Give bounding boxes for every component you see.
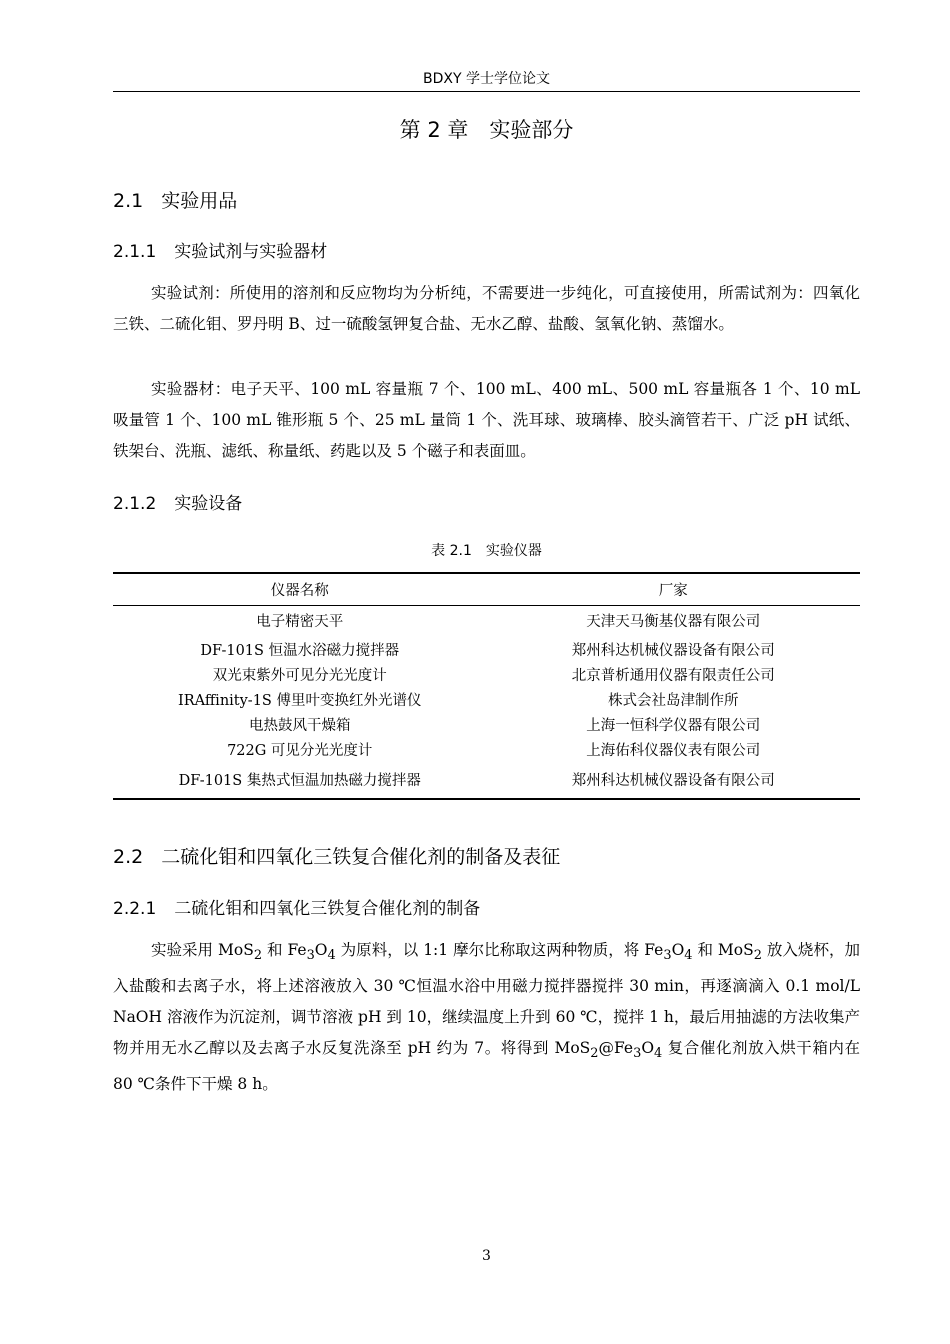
section-title: 二硫化钼和四氧化三铁复合催化剂的制备 bbox=[174, 899, 481, 919]
table-cell-manufacturer: 上海一恒科学仪器有限公司 bbox=[586, 718, 761, 734]
table-cell-manufacturer: 天津天马衡基仪器有限公司 bbox=[586, 614, 761, 630]
running-header: BDXY 学士学位论文 bbox=[423, 71, 550, 87]
page-number: 3 bbox=[482, 1248, 491, 1264]
paragraph-equipment: 实验器材：电子天平、100 mL 容量瓶 7 个、100 mL、400 mL、500 mL 容量瓶各 1 个、10 mL 吸量管 1 个、100 mL 锥形瓶 5 个、25 mL 量筒 1 个、洗耳球、玻璃棒、胶头滴管若干、广泛 pH 试纸、铁架台、洗瓶、滤纸、称量纸、药匙以及 5 个磁子和表面皿。 bbox=[113, 380, 860, 460]
subsection-heading-2-1-1 bbox=[113, 240, 327, 264]
table-row bbox=[113, 689, 860, 714]
table-header-cell: 厂家 bbox=[487, 573, 861, 606]
table-cell-instrument: 722G 可见分光光度计 bbox=[227, 743, 373, 759]
section-heading-2-2 bbox=[113, 844, 560, 870]
table-row bbox=[113, 714, 860, 739]
section-heading-2-1 bbox=[113, 188, 237, 214]
chapter-title: 第 2 章 实验部分 bbox=[399, 118, 574, 142]
subsection-heading-2-2-1 bbox=[113, 897, 480, 921]
table-header-row bbox=[113, 573, 860, 606]
paragraph-preparation: 实验采用 MoS$_2$ 和 $Fe_3O_4$ 为原料，以 1:1 摩尔比称取这两种物质，将 $Fe_3O_4$ 和 MoS$_2$ 放入烧杯，加入盐酸和去离子水，将上述溶液放入 30 ℃恒温水浴中用磁力搅拌器搅拌 30 min，再逐滴滴入 0.1 mol/L NaOH 溶液作为沉淀剂，调节溶液 pH 到 10，继续温度上升到 60 ℃，搅拌 1 h，最后用抽滤的方法收集产物并用无水乙醇以及去离子水反复洗涤至 pH 约为 7。将得到 $MoS_2@Fe_3O_4$ 复合催化剂放入烘干箱内在 80 ℃条件下干燥 8 h。 bbox=[113, 941, 876, 1094]
table-cell-instrument: 双光束紫外可见分光光度计 bbox=[212, 668, 387, 684]
section-number: 2.1.1 bbox=[113, 242, 157, 262]
table-row bbox=[113, 639, 860, 664]
section-number: 2.2 bbox=[113, 846, 144, 868]
table-caption: 表 2.1 实验仪器 bbox=[431, 543, 542, 559]
table-cell-instrument: DF-101S 恒温水浴磁力搅拌器 bbox=[200, 643, 400, 659]
section-number: 2.2.1 bbox=[113, 899, 157, 919]
table-row bbox=[113, 606, 860, 640]
table-cell-manufacturer: 株式会社岛津制作所 bbox=[608, 693, 739, 709]
table-header-cell: 仪器名称 bbox=[113, 573, 487, 606]
table-cell-instrument: 电子精密天平 bbox=[256, 614, 344, 630]
table-cell-manufacturer: 上海佑科仪器仪表有限公司 bbox=[586, 743, 761, 759]
section-number: 2.1 bbox=[113, 190, 144, 212]
header-rule bbox=[113, 91, 860, 92]
section-title: 二硫化钼和四氧化三铁复合催化剂的制备及表征 bbox=[161, 846, 561, 868]
table-cell-instrument: DF-101S 集热式恒温加热磁力搅拌器 bbox=[113, 764, 487, 799]
section-title: 实验设备 bbox=[174, 494, 243, 514]
table-cell-manufacturer: 郑州科达机械仪器设备有限公司 bbox=[571, 643, 775, 659]
instrument-table bbox=[113, 572, 860, 800]
section-title: 实验用品 bbox=[161, 190, 238, 212]
table-row bbox=[113, 764, 860, 799]
table-cell-manufacturer: 北京普析通用仪器有限责任公司 bbox=[571, 668, 775, 684]
table-row bbox=[113, 664, 860, 689]
section-number: 2.1.2 bbox=[113, 494, 157, 514]
paragraph-reagents: 实验试剂：所使用的溶剂和反应物均为分析纯，不需要进一步纯化，可直接使用，所需试剂为：四氧化三铁、二硫化钼、罗丹明 B、过一硫酸氢钾复合盐、无水乙醇、盐酸、氢氧化钠、蒸馏水。 bbox=[113, 284, 860, 333]
table-cell-instrument: 电热鼓风干燥箱 bbox=[249, 718, 351, 734]
table-cell-manufacturer: 郑州科达机械仪器设备有限公司 bbox=[487, 764, 861, 799]
table-row bbox=[113, 739, 860, 764]
section-title: 实验试剂与实验器材 bbox=[174, 242, 328, 262]
subsection-heading-2-1-2 bbox=[113, 492, 242, 516]
table-cell-instrument: IRAffinity-1S 傅里叶变换红外光谱仪 bbox=[178, 693, 422, 709]
